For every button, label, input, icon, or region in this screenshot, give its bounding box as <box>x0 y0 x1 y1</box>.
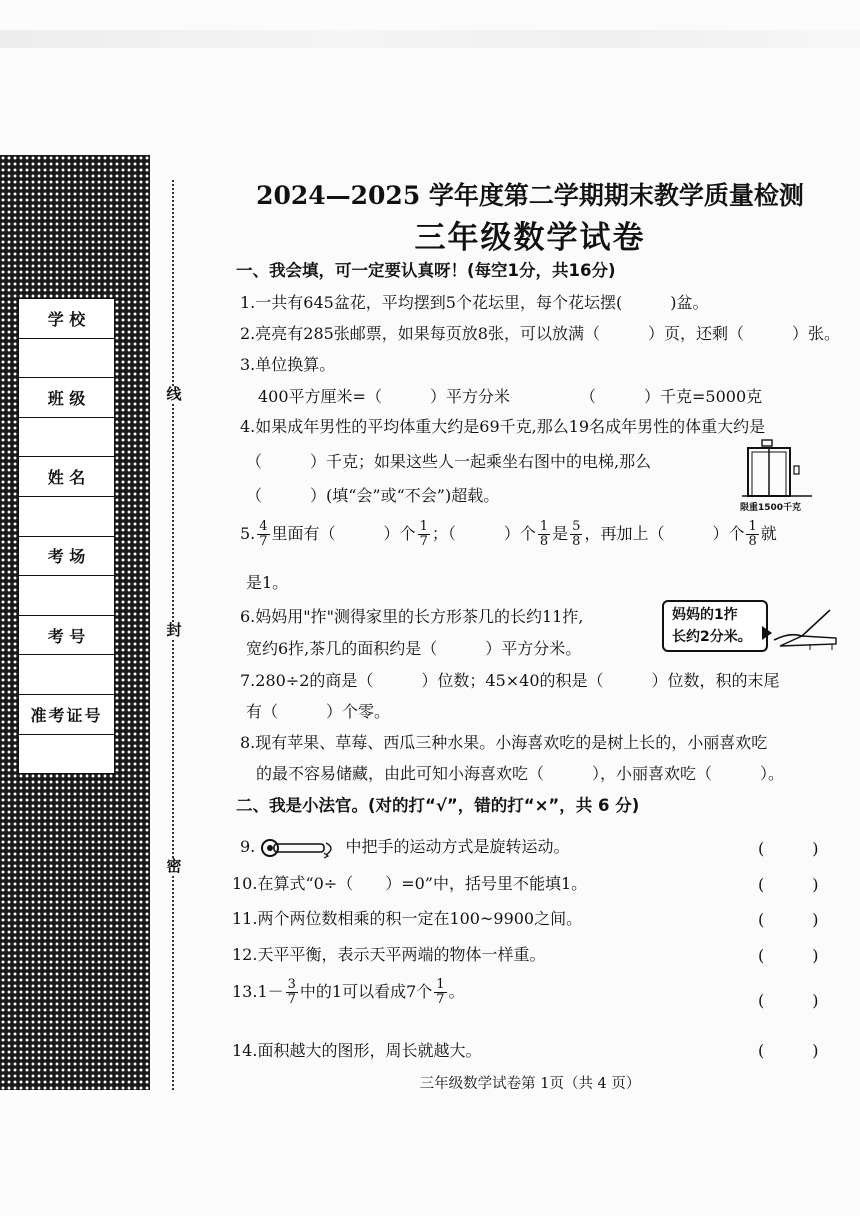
note-line2: 长约2分米。 <box>672 629 752 645</box>
question-4-line1: 4.如果成年男性的平均体重大约是69千克,那么19名成年男性的体重大约是 <box>240 417 766 436</box>
door-handle-icon <box>260 837 340 859</box>
question-5-line2: 是1。 <box>246 573 289 592</box>
question-3b: （ ）千克=5000克 <box>580 387 763 406</box>
question-9 <box>240 834 569 859</box>
answer-box-14[interactable]: ( ) <box>758 1041 819 1060</box>
q5-prefix: 5. <box>240 524 256 543</box>
answer-box-13[interactable]: ( ) <box>758 991 819 1010</box>
seal-char-xian: 线 <box>166 385 182 403</box>
answer-box-11[interactable]: ( ) <box>758 910 819 929</box>
school-label: 学 校 <box>19 299 114 339</box>
question-7-line2: 有（ ）个零。 <box>246 702 391 721</box>
question-3-title: 3.单位换算。 <box>240 355 336 374</box>
question-3a: 400平方厘米=（ ）平方分米 <box>258 387 510 406</box>
question-7-line1: 7.280÷2的商是（ ）位数；45×40的积是（ ）位数，积的末尾 <box>240 671 780 690</box>
question-4-line3: （ ）(填“会”或“不会”)超载。 <box>246 486 500 505</box>
answer-box-9[interactable]: ( ) <box>758 839 819 858</box>
question-6-line2: 宽约6拃,茶几的面积约是（ ）平方分米。 <box>246 639 582 658</box>
fraction-1-8b: $\frac{1}{8}$ <box>748 519 757 549</box>
question-8-line1: 8.现有苹果、草莓、西瓜三种水果。小海喜欢吃的是树上长的，小丽喜欢吃 <box>240 733 768 752</box>
seal-char-mi: 密 <box>166 857 182 875</box>
q13-prefix: 13.1－ <box>232 982 284 1001</box>
fraction-4-7: $\frac{4}{7}$ <box>259 519 268 549</box>
question-12: 12.天平平衡，表示天平两端的物体一样重。 <box>232 945 546 964</box>
exam-number-label: 考 号 <box>19 616 114 656</box>
admission-ticket-label: 准考证号 <box>19 695 114 735</box>
scan-smudge <box>0 30 860 48</box>
hand-span-note <box>662 600 768 652</box>
q5-text5: 就 <box>760 524 777 543</box>
note-line1: 妈妈的1拃 <box>672 607 738 623</box>
q13-middle: 中的1可以看成7个 <box>299 982 433 1001</box>
question-13 <box>232 978 465 1007</box>
section1-heading: 一、我会填，可一定要认真呀！(每空1分，共16分) <box>236 261 616 280</box>
q13-end: 。 <box>448 982 465 1001</box>
q5-text1: 里面有（ ）个 <box>271 524 416 543</box>
answer-box-10[interactable]: ( ) <box>758 875 819 894</box>
q5-text3: 是 <box>552 524 569 543</box>
q9-text: 中把手的运动方式是旋转运动。 <box>345 837 570 856</box>
fraction-1-7b: $\frac{1}{7}$ <box>436 977 445 1007</box>
exam-title: 2024—2025 学年度第二学期期末教学质量检测 <box>256 181 804 210</box>
exam-room-field[interactable] <box>19 576 114 616</box>
question-6-line1: 6.妈妈用"拃"测得家里的长方形茶几的长约11拃, <box>240 607 584 626</box>
q9-number: 9. <box>240 837 256 856</box>
name-field[interactable] <box>19 497 114 537</box>
name-label: 姓 名 <box>19 457 114 497</box>
question-10: 10.在算式“0÷（ ）=0”中，括号里不能填1。 <box>232 874 588 893</box>
class-field[interactable] <box>19 418 114 458</box>
class-label: 班 级 <box>19 378 114 418</box>
exam-subtitle: 三年级数学试卷 <box>414 220 646 256</box>
fraction-5-8: $\frac{5}{8}$ <box>572 519 581 549</box>
exam-room-label: 考 场 <box>19 537 114 577</box>
exam-number-field[interactable] <box>19 655 114 695</box>
fraction-1-7: $\frac{1}{7}$ <box>419 519 428 549</box>
fraction-1-8: $\frac{1}{8}$ <box>539 519 549 549</box>
answer-box-12[interactable]: ( ) <box>758 946 819 965</box>
question-5-line1 <box>240 520 777 549</box>
hand-span-icon <box>770 602 840 652</box>
school-field[interactable] <box>19 339 114 379</box>
fraction-3-7: $\frac{3}{7}$ <box>287 977 296 1007</box>
q5-text2: ；（ ）个 <box>431 524 536 543</box>
question-4-line2: （ ）千克；如果这些人一起乘坐右图中的电梯,那么 <box>246 452 652 471</box>
elevator-weight-limit: 限重1500千克 <box>740 503 802 513</box>
question-2: 2.亮亮有285张邮票，如果每页放8张，可以放满（ ）页，还剩（ ）张。 <box>240 324 840 343</box>
question-1: 1.一共有645盆花，平均摆到5个花坛里，每个花坛摆( )盆。 <box>240 293 709 312</box>
question-11: 11.两个两位数相乘的积一定在100~9900之间。 <box>232 909 583 928</box>
q5-text4: ，再加上（ ）个 <box>584 524 745 543</box>
admission-ticket-field[interactable] <box>19 735 114 775</box>
seal-char-feng: 封 <box>166 621 182 639</box>
question-8-line2: 的最不容易储藏，由此可知小海喜欢吃（ ），小丽喜欢吃（ ）。 <box>256 764 785 783</box>
section2-heading: 二、我是小法官。(对的打“√”，错的打“×”，共 6 分) <box>236 796 640 815</box>
question-14: 14.面积越大的图形，周长就越大。 <box>232 1041 482 1060</box>
student-info-table <box>18 298 115 774</box>
page-footer: 三年级数学试卷第 1页（共 4 页） <box>419 1076 641 1092</box>
